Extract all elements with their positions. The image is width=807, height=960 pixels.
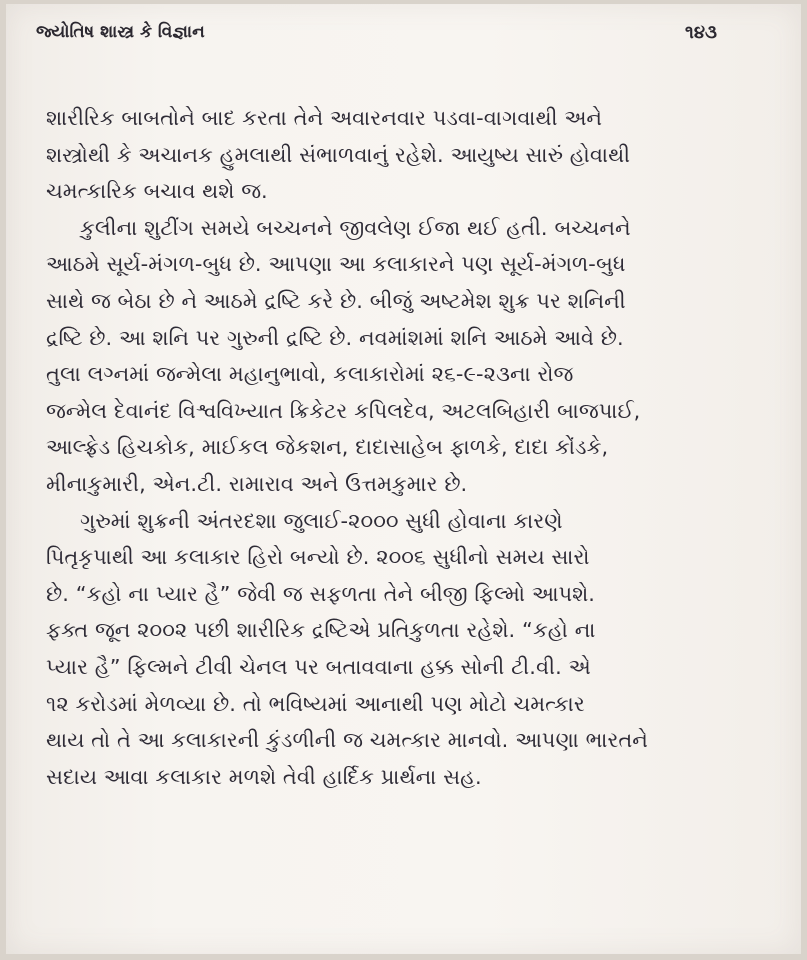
text-line: છે. “કહો ના પ્યાર હૈ” જેવી જ સફળતા તેને બીજી ફિલ્મો આપશે. [46,581,596,606]
text-line: શારીરિક બાબતોને બાદ કરતા તેને અવારનવાર પડવા-વાગવાથી અને [46,106,603,130]
text-line: ગુરુમાં શુક્રની અંતરદશા જુલાઈ-૨૦૦૦ સુધી હોવાના કારણે [80,508,563,533]
text-line: આલ્ફ્રેડ હિચકોક, માઈકલ જેકશન, દાદાસાહેબ ફાળકે, દાદા કોંડકે, [46,435,609,460]
text-line: કુલીના શુટીંગ સમયે બચ્ચનને જીવલેણ ઈજા થઈ હતી. બચ્ચનને [80,215,631,240]
text-line: જન્મેલ દેવાનંદ વિશ્વવિખ્યાત ક્રિકેટર કપિલદેવ, અટલબિહારી બાજપાઈ, [46,398,641,423]
text-line: ચમત્કારિક બચાવ થશે જ. [46,179,268,204]
text-line: શસ્ત્રોથી કે અચાનક હુમલાથી સંભાળવાનું રહેશે. આયુષ્ય સારું હોવાથી [46,142,631,167]
text-line: આઠમે સૂર્ય-મંગળ-બુધ છે. આપણા આ કલાકારને પણ સૂર્ય-મંગળ-બુધ [46,252,626,277]
text-line: પ્યાર હૈ” ફિલ્મને ટીવી ચેનલ પર બતાવવાના હક્ક સોની ટી.વી. એ [46,654,591,679]
page-header [36,22,717,48]
body-text [46,100,767,795]
text-line: ફક્ત જૂન ૨૦૦૨ પછી શારીરિક દ્રષ્ટિએ પ્રતિકુળતા રહેશે. “કહો ના [46,618,596,643]
text-line: સાથે જ બેઠા છે ને આઠમે દ્રષ્ટિ કરે છે. બીજું અષ્ટમેશ શુક્ર પર શનિની [46,288,626,313]
book-page [6,4,801,954]
text-line: મીનાકુમારી, એન.ટી. રામારાવ અને ઉત્તમકુમાર છે. [46,471,468,496]
running-title: જ્યોતિષ શાસ્ત્ર કે વિજ્ઞાન [36,22,205,42]
text-line: સદાય આવા કલાકાર મળશે તેવી હાર્દિક પ્રાર્થના સહ. [46,764,482,789]
text-line: ૧૨ કરોડમાં મેળવ્યા છે. તો ભવિષ્યમાં આનાથી પણ મોટો ચમત્કાર [46,691,585,716]
page-number: ૧૪૩ [685,22,717,43]
text-line: થાય તો તે આ કલાકારની કુંડળીની જ ચમત્કાર માનવો. આપણા ભારતને [46,728,648,753]
text-line: દ્રષ્ટિ છે. આ શનિ પર ગુરુની દ્રષ્ટિ છે. નવમાંશમાં શનિ આઠમે આવે છે. [46,325,624,350]
text-line: પિતૃકૃપાથી આ કલાકાર હિરો બન્યો છે. ૨૦૦૬ સુધીનો સમય સારો [46,545,590,570]
text-line: તુલા લગ્નમાં જન્મેલા મહાનુભાવો, કલાકારોમાં ૨૬-૯-૨૩ના રોજ [46,362,574,387]
